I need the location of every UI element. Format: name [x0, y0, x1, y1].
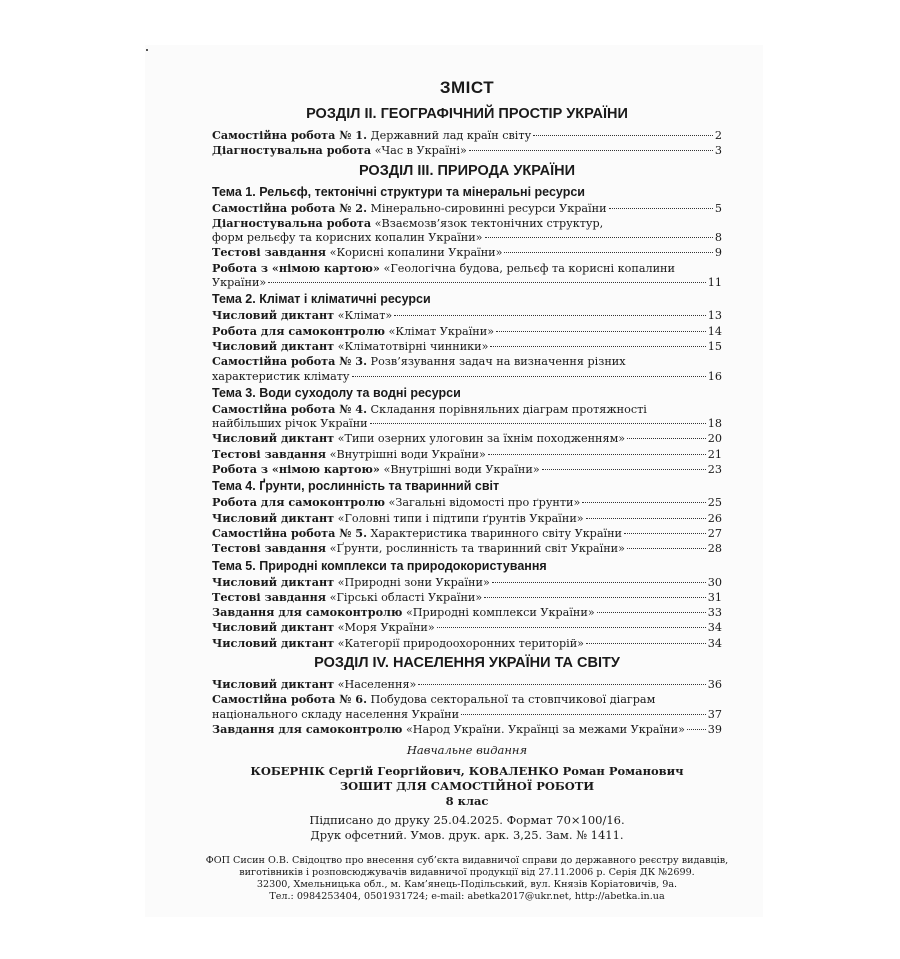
dot-leader — [469, 150, 713, 151]
toc-entry-row — [212, 677, 722, 692]
toc-entry-title: «Клімат» — [337, 309, 393, 323]
publisher-line: ФОП Сисин О.В. Свідоцтво про внесення суб’єкта видавничої справи до державного реєстру видавців, — [205, 855, 729, 867]
toc-entry-row — [212, 324, 722, 339]
dot-leader — [582, 502, 705, 503]
toc-page-number: 14 — [707, 324, 722, 338]
toc-entry-row — [212, 431, 722, 446]
dot-leader — [485, 237, 713, 238]
toc-entry — [212, 677, 722, 692]
toc-entry-text — [212, 431, 625, 446]
toc-entry-row — [212, 526, 722, 541]
toc-entry-row — [212, 370, 722, 384]
dust-speck — [146, 49, 148, 51]
topic-heading: Тема 5. Природні комплекси та природокористування — [212, 558, 547, 573]
toc-entry-text — [212, 677, 416, 692]
toc-entry-category: Тестові завдання — [212, 245, 327, 260]
toc-entry — [212, 261, 722, 291]
dot-leader — [490, 346, 705, 347]
table-of-contents — [205, 78, 729, 903]
dot-leader — [627, 548, 706, 549]
toc-entry-text — [212, 245, 502, 260]
toc-entry-title: «Ґрунти, рослинність та тваринний світ України» — [329, 542, 625, 556]
dot-leader — [484, 597, 706, 598]
toc-entry-title: Мінерально-сировинні ресурси України — [370, 201, 607, 215]
toc-entry-title: Розв’язування задач на визначення різних — [370, 355, 626, 369]
toc-entry-category: Самостійна робота № 2. — [212, 200, 367, 215]
toc-entry-title: «Моря України» — [337, 621, 435, 635]
dot-leader — [586, 518, 706, 519]
imprint-print: Друк офсетний. Умов. друк. арк. 3,25. Зам. № 1411. — [310, 828, 624, 843]
publisher-info — [204, 855, 730, 903]
toc-page-number: 8 — [714, 231, 722, 245]
toc-entry-category: Завдання для самоконтролю — [212, 721, 403, 736]
toc-entry-text — [212, 370, 350, 384]
toc-entry-text — [212, 447, 486, 462]
publisher-line: виготівників і розповсюджувачів видавничої продукції від 27.11.2006 р. Серія ДК №2699. — [239, 867, 695, 879]
toc-entry-text — [212, 620, 435, 635]
toc-entry-title: «Природні зони України» — [337, 575, 490, 589]
toc-entry — [212, 692, 722, 722]
toc-page-number: 9 — [714, 246, 722, 260]
dot-leader — [437, 627, 706, 628]
toc-entry — [212, 495, 722, 510]
dot-leader — [268, 282, 706, 283]
toc-entry — [212, 447, 722, 462]
imprint-authors — [212, 764, 722, 779]
toc-entry-text — [212, 339, 488, 354]
imprint-edition: Навчальне видання — [406, 743, 528, 758]
toc-entry-category: Числовий диктант — [212, 677, 335, 692]
toc-entry-row — [212, 143, 722, 158]
imprint-book-title: ЗОШИТ ДЛЯ САМОСТІЙНОЇ РОБОТИ — [339, 779, 595, 794]
toc-entry-title: «Клімат України» — [388, 324, 495, 338]
toc-entry-text — [212, 575, 490, 590]
toc-entry-category: Числовий диктант — [212, 635, 335, 650]
toc-entry — [212, 324, 722, 339]
toc-entry-title: Побудова секторальної та стовпчикової діаграм — [370, 693, 656, 707]
toc-entry — [212, 245, 722, 260]
toc-entry-row — [212, 692, 722, 707]
toc-entry-row — [212, 636, 722, 651]
toc-entry-row — [212, 708, 722, 722]
toc-entry-row — [212, 590, 722, 605]
toc-entry-category: Числовий диктант — [212, 574, 335, 589]
toc-entry — [212, 143, 722, 158]
toc-entry-title: «Взаємозв’язок тектонічних структур, — [374, 216, 604, 230]
publisher-line: Тел.: 0984253404, 0501931724; e-mail: abetka2017@ukr.net, http://abetka.in.ua — [269, 891, 665, 903]
dot-leader — [687, 729, 706, 730]
toc-page-number: 26 — [707, 511, 722, 525]
dot-leader — [461, 714, 706, 715]
dot-leader — [394, 315, 706, 316]
dot-leader — [597, 612, 706, 613]
toc-entry-text — [212, 128, 531, 143]
toc-entry-row — [212, 276, 722, 290]
toc-entry-text — [212, 276, 266, 290]
topic-heading: Тема 4. Ґрунти, рослинність та тваринний світ — [212, 479, 500, 494]
toc-entry-title: Державний лад країн світу — [370, 129, 532, 142]
toc-entry-category: Самостійна робота № 5. — [212, 525, 367, 540]
toc-entry — [212, 339, 722, 354]
toc-entry — [212, 354, 722, 384]
toc-entry-row — [212, 511, 722, 526]
toc-entry — [212, 308, 722, 323]
toc-page-number: 23 — [707, 463, 722, 477]
toc-entry-row — [212, 462, 722, 477]
toc-page-number: 37 — [707, 707, 722, 721]
toc-entry-text — [212, 231, 483, 245]
imprint-signed: Підписано до друку 25.04.2025. Формат 70×100/16. — [309, 813, 625, 828]
toc-entry-title: найбільших річок України — [212, 417, 368, 431]
publisher-line: 32300, Хмельницька обл., м. Кам’янець-Подільський, вул. Князів Коріатовичів, 9а. — [256, 879, 678, 891]
dot-leader — [496, 331, 706, 332]
topic-heading: Тема 2. Клімат і кліматичні ресурси — [212, 292, 431, 307]
toc-entry-category: Числовий диктант — [212, 620, 335, 635]
toc-entry — [212, 605, 722, 620]
toc-entry-category: Тестові завдання — [212, 446, 327, 461]
toc-page-number: 21 — [707, 447, 722, 461]
toc-entry — [212, 201, 722, 216]
imprint-authors-text: КОБЕРНІК Сергій Георгійович, КОВАЛЕНКО Роман Романович — [250, 764, 684, 779]
toc-entry-text — [212, 541, 625, 556]
toc-entry-text — [212, 216, 603, 231]
toc-entry-text — [212, 708, 459, 722]
toc-entry-title: Складання порівняльних діаграм протяжності — [370, 402, 647, 416]
toc-entry-text — [212, 511, 584, 526]
toc-entry-category: Самостійна робота № 6. — [212, 692, 367, 707]
dot-leader — [488, 454, 706, 455]
toc-entry-category: Робота для самоконтролю — [212, 323, 385, 338]
toc-entry — [212, 636, 722, 651]
toc-entry-title: «Час в Україні» — [374, 144, 467, 158]
toc-entry-category: Числовий диктант — [212, 308, 335, 323]
toc-entry-row — [212, 245, 722, 260]
topic-heading: Тема 1. Рельєф, тектонічні структури та мінеральні ресурси — [212, 184, 585, 199]
topic-heading: Тема 3. Води суходолу та водні ресурси — [212, 385, 461, 400]
toc-entry-row — [212, 495, 722, 510]
toc-entry-title: «Внутрішні води України» — [329, 447, 486, 461]
toc-entry-row — [212, 605, 722, 620]
toc-page-number: 5 — [714, 201, 722, 215]
dot-leader — [418, 684, 705, 685]
toc-entry-row — [212, 417, 722, 431]
toc-entry-row — [212, 620, 722, 635]
dot-leader — [492, 582, 706, 583]
toc-entry-title: характеристик клімату — [212, 369, 350, 383]
toc-entry-text — [212, 143, 467, 158]
toc-entry-text — [212, 590, 482, 605]
toc-entry-title: України» — [212, 276, 267, 290]
toc-entry-title: «Корисні копалини України» — [329, 246, 503, 260]
toc-entry-category: Самостійна робота № 3. — [212, 354, 367, 369]
toc-entry-category: Робота з «німою картою» — [212, 462, 380, 477]
toc-entry-category: Тестові завдання — [212, 541, 327, 556]
toc-page-number: 2 — [714, 129, 722, 142]
toc-entry-title: «Внутрішні води України» — [383, 463, 540, 477]
toc-entry-category: Самостійна робота № 1. — [212, 128, 367, 142]
toc-page-number: 28 — [707, 542, 722, 556]
dot-leader — [504, 252, 712, 253]
toc-entry-category: Числовий диктант — [212, 338, 335, 353]
toc-entry-text — [212, 636, 584, 651]
toc-page-number: 13 — [707, 309, 722, 323]
toc-entry-row — [212, 261, 722, 276]
dot-leader — [352, 376, 706, 377]
section-heading: РОЗДІЛ ІІ. ГЕОГРАФІЧНИЙ ПРОСТІР УКРАЇНИ — [306, 106, 628, 122]
toc-entry-category: Завдання для самоконтролю — [212, 605, 403, 620]
toc-entry-category: Числовий диктант — [212, 510, 335, 525]
toc-page-number: 20 — [707, 432, 722, 446]
toc-entry-category: Тестові завдання — [212, 589, 327, 604]
toc-entry — [212, 462, 722, 477]
toc-page-number: 27 — [707, 526, 722, 540]
toc-entry-title: «Категорії природоохоронних територій» — [337, 636, 584, 650]
toc-entry-text — [212, 417, 368, 431]
toc-entry-title: «Населення» — [337, 678, 417, 692]
dot-leader — [533, 135, 713, 136]
imprint-grade: 8 клас — [445, 794, 489, 809]
toc-entry-row — [212, 402, 722, 417]
toc-entry-text — [212, 462, 540, 477]
toc-page-number: 3 — [714, 144, 722, 158]
dot-leader — [586, 643, 706, 644]
dot-leader — [542, 469, 706, 470]
toc-entry-category: Діагностувальна робота — [212, 215, 372, 230]
toc-entry-row — [212, 575, 722, 590]
toc-entry-title: «Головні типи і підтипи ґрунтів України» — [337, 511, 584, 525]
toc-page-number: 34 — [707, 621, 722, 635]
toc-entry-text — [212, 605, 595, 620]
toc-page-number: 33 — [707, 606, 722, 620]
toc-body — [212, 106, 722, 737]
toc-entry-category: Самостійна робота № 4. — [212, 401, 367, 416]
toc-entry-text — [212, 722, 685, 737]
toc-entry — [212, 402, 722, 432]
toc-entry — [212, 526, 722, 541]
toc-entry-title: «Загальні відомості про ґрунти» — [388, 496, 581, 510]
dot-leader — [609, 208, 713, 209]
toc-page-number: 11 — [707, 276, 722, 290]
toc-entry-text — [212, 308, 392, 323]
toc-entry-text — [212, 495, 580, 510]
toc-entry-row — [212, 447, 722, 462]
toc-page-number: 31 — [707, 590, 722, 604]
toc-entry-text — [212, 402, 647, 417]
toc-entry — [212, 511, 722, 526]
toc-entry-title: національного складу населення України — [212, 707, 460, 721]
toc-entry-title: «Гірські області України» — [329, 590, 483, 604]
toc-entry-title: Характеристика тваринного світу України — [370, 526, 623, 540]
toc-entry-row — [212, 231, 722, 245]
toc-entry-category: Числовий диктант — [212, 431, 335, 446]
toc-page-number: 39 — [707, 722, 722, 736]
page-title: ЗМІСТ — [439, 78, 495, 97]
toc-entry-title: форм рельєфу та корисних копалин України» — [212, 231, 483, 245]
dot-leader — [370, 423, 706, 424]
toc-entry-row — [212, 541, 722, 556]
toc-entry-row — [212, 216, 722, 231]
toc-entry-row — [212, 308, 722, 323]
toc-page-number: 16 — [707, 369, 722, 383]
toc-entry-text — [212, 526, 622, 541]
toc-entry-category: Робота для самоконтролю — [212, 495, 385, 510]
imprint-block — [212, 743, 722, 843]
toc-entry — [212, 216, 722, 246]
toc-entry-text — [212, 354, 626, 369]
toc-entry — [212, 128, 722, 143]
toc-entry-title: «Природні комплекси України» — [405, 606, 595, 620]
toc-entry — [212, 575, 722, 590]
toc-page-number: 15 — [707, 339, 722, 353]
toc-entry-row — [212, 354, 722, 369]
toc-entry — [212, 722, 722, 737]
toc-page-number: 18 — [707, 417, 722, 431]
toc-entry — [212, 541, 722, 556]
toc-entry-category: Діагностувальна робота — [212, 143, 372, 158]
toc-entry-row — [212, 201, 722, 216]
toc-page-number: 34 — [707, 636, 722, 650]
toc-page-number: 36 — [707, 678, 722, 692]
toc-entry — [212, 431, 722, 446]
toc-entry — [212, 620, 722, 635]
toc-entry-row — [212, 339, 722, 354]
dot-leader — [627, 438, 706, 439]
toc-entry-row — [212, 128, 722, 143]
toc-entry-title: «Кліматотвірні чинники» — [337, 339, 489, 353]
toc-entry-text — [212, 324, 494, 339]
toc-entry-text — [212, 201, 607, 216]
section-heading: РОЗДІЛ ІІІ. ПРИРОДА УКРАЇНИ — [358, 162, 576, 179]
toc-entry-title: «Типи озерних улоговин за їхнім походженням» — [337, 432, 626, 446]
toc-page-number: 30 — [707, 575, 722, 589]
toc-entry-title: «Народ України. Українці за межами України» — [405, 722, 685, 736]
toc-page-number: 25 — [707, 496, 722, 510]
dot-leader — [624, 533, 706, 534]
toc-entry — [212, 590, 722, 605]
toc-entry-title: «Геологічна будова, рельєф та корисні копалини — [383, 261, 675, 275]
toc-entry-text — [212, 692, 655, 707]
toc-entry-category: Робота з «німою картою» — [212, 260, 380, 275]
toc-entry-row — [212, 722, 722, 737]
section-heading: РОЗДІЛ IV. НАСЕЛЕННЯ УКРАЇНИ ТА СВІТУ — [314, 655, 620, 672]
toc-entry-text — [212, 261, 675, 276]
